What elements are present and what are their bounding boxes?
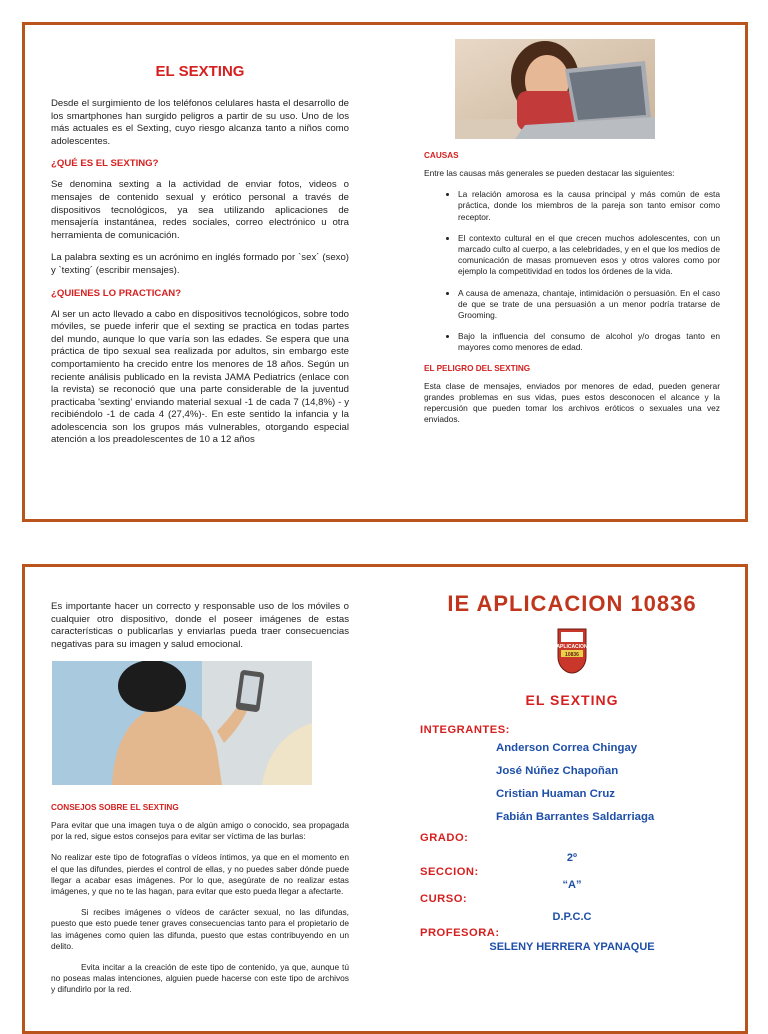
page2-left-column	[51, 601, 349, 661]
acronym-paragraph: La palabra sexting es un acrónimo en inglés formado por `sex´ (sexo) y `texting´ (escribir mensajes).	[51, 252, 349, 276]
page-title: EL SEXTING	[155, 63, 245, 80]
member-name: Cristian Huaman Cruz	[496, 788, 615, 800]
advice-paragraph: No realizar este tipo de fotografías o vídeos íntimos, ya que en el momento en el que las difundes, pierdes el control de ellas, y no puedes saber dónde puede llegar a acabar esas imágenes. Por lo que, asegúrate de no realizar estas imágenes, y que no te las hagan, para evitar que esto pueda llegar a afectarte.	[51, 852, 349, 897]
teacher-name: SELENY HERRERA YPANAQUE	[489, 941, 655, 953]
brochure-page-2	[22, 564, 748, 1034]
section-heading-who: ¿QUIENES LO PRACTICAN?	[51, 287, 182, 299]
causes-intro: Entre las causas más generales se pueden destacar las siguientes:	[424, 168, 675, 178]
causes-heading: CAUSAS	[424, 151, 459, 160]
crest-number: 10836	[565, 652, 579, 658]
list-item: • La relación amorosa es la causa principal y más común de esta práctica, donde los miembros de la pareja son tanto emisor como receptor.	[458, 189, 720, 223]
phone-selfie-illustration	[52, 661, 312, 785]
members-label: INTEGRANTES:	[420, 724, 510, 736]
grade-label: GRADO:	[420, 832, 469, 844]
list-item: • El contexto cultural en el que crecen muchos adolescentes, con un marcado culto al cuerpo, a las celebridades, y en el que los medios de comunicación de masas promueven esos y otros valores como por ejemplo la competitividad en todos los órdenes de la vida.	[458, 233, 720, 278]
page2-right-column	[420, 591, 724, 953]
responsible-use-paragraph: Es importante hacer un correcto y responsable uso de los móviles o cualquier otro dispositivo, donde el poseer imágenes de estas características o publicarlas y enviarlas pueda traer consecuencias negativas para su imagen y salud emocional.	[51, 601, 349, 650]
advice-paragraph: Si recibes imágenes o vídeos de carácter sexual, no las difundas, puesto que esto puede tener graves consecuencias tanto para el propietario de las imágenes como quien las difunda, puesto que estas contribuyendo en un delito.	[51, 907, 349, 951]
advice-paragraph: Evita incitar a la creación de este tipo de contenido, ya que, aunque tú no poseas malas intenciones, alguien puede hacerse con este tipo de archivos y difundirlo por la red.	[51, 962, 349, 995]
advice-paragraph: Para evitar que una imagen tuya o de algún amigo o conocido, sea propagada por la red, sigue estos consejos para evitar ser víctima de las burlas:	[51, 820, 349, 842]
section-label: SECCION:	[420, 866, 479, 878]
school-name: IE APLICACION 10836	[447, 591, 697, 616]
page1-left-column	[51, 57, 349, 457]
brochure-page-1	[22, 22, 748, 522]
danger-heading: EL PELIGRO DEL SEXTING	[424, 363, 531, 373]
grade-value: 2º	[566, 852, 578, 864]
intro-paragraph: Desde el surgimiento de los teléfonos celulares hasta el desarrollo de los smartphones han surgido peligros a partir de su uso. Uno de los más actuales es el Sexting, cuyo riesgo alcanza tanto a niños como adolescentes.	[51, 98, 349, 147]
member-name: Fabián Barrantes Saldarriaga	[496, 811, 655, 823]
section-heading-what: ¿QUÉ ES EL SEXTING?	[51, 158, 159, 170]
school-crest-icon	[556, 627, 588, 675]
advice-heading: CONSEJOS SOBRE EL SEXTING	[51, 803, 179, 812]
member-name: Anderson Correa Chingay	[496, 742, 638, 754]
girl-laptop-photo	[455, 39, 655, 139]
section-value: “A”	[562, 879, 582, 891]
course-label: CURSO:	[420, 893, 468, 905]
list-item: • Bajo la influencia del consumo de alcohol y/o drogas tanto en mayores como menores de edad.	[458, 331, 720, 353]
page1-right-column	[424, 151, 720, 435]
advice-section	[51, 803, 349, 1006]
list-item: • A causa de amenaza, chantaje, intimidación o persuasión. En el caso de que se trate de una persuasión a un menor podría tratarse de Grooming.	[458, 288, 720, 322]
cover-subtitle: EL SEXTING	[525, 692, 619, 708]
danger-paragraph: Esta clase de mensajes, enviados por menores de edad, pueden generar grandes problemas en sus vidas, pues estos desconocen el alcance y la repercusión que pueden tomar los archivos eróticos o sexuales una vez enviados.	[424, 380, 720, 425]
member-name: José Núñez Chapoñan	[496, 765, 619, 777]
who-paragraph: Al ser un acto llevado a cabo en dispositivos tecnológicos, sobre todo móviles, se puede inferir que el sexting se practica en todas partes del mundo, aunque lo que varía son las edades. Se espera que una práctica de tipo sexual sea realizada por adultos, sin embargo este comportamiento ha crecido entre los menores de 18 años. Según un reciente análisis publicado en la revista JAMA Pediatrics (enlace con la revista) se reconoció que una parte considerable de la juventud practicaba 'sexting' enviando material sexual -1 de cada 7 (14,8%) - y recibiéndolo -1 de cada 4 (27,4%)-. En este sentido la infancia y la adolescencia son los grupos más vulnerables, otorgando especial atención a los preadolescentes de 10 a 12 años	[51, 308, 349, 446]
definition-paragraph: Se denomina sexting a la actividad de enviar fotos, videos o mensajes de contenido sexual y erótico personal a través de dispositivos tecnológicos, ya sea utilizando aplicaciones de mensajería instantánea, redes sociales, correo electrónico u otra herramienta de comunicación.	[51, 179, 349, 241]
causes-list	[424, 189, 720, 353]
course-value: D.P.C.C	[552, 911, 592, 923]
crest-text: APLICACION	[556, 644, 588, 650]
members-list	[420, 742, 724, 823]
school-crest	[420, 627, 724, 680]
teacher-label: PROFESORA:	[420, 927, 500, 939]
